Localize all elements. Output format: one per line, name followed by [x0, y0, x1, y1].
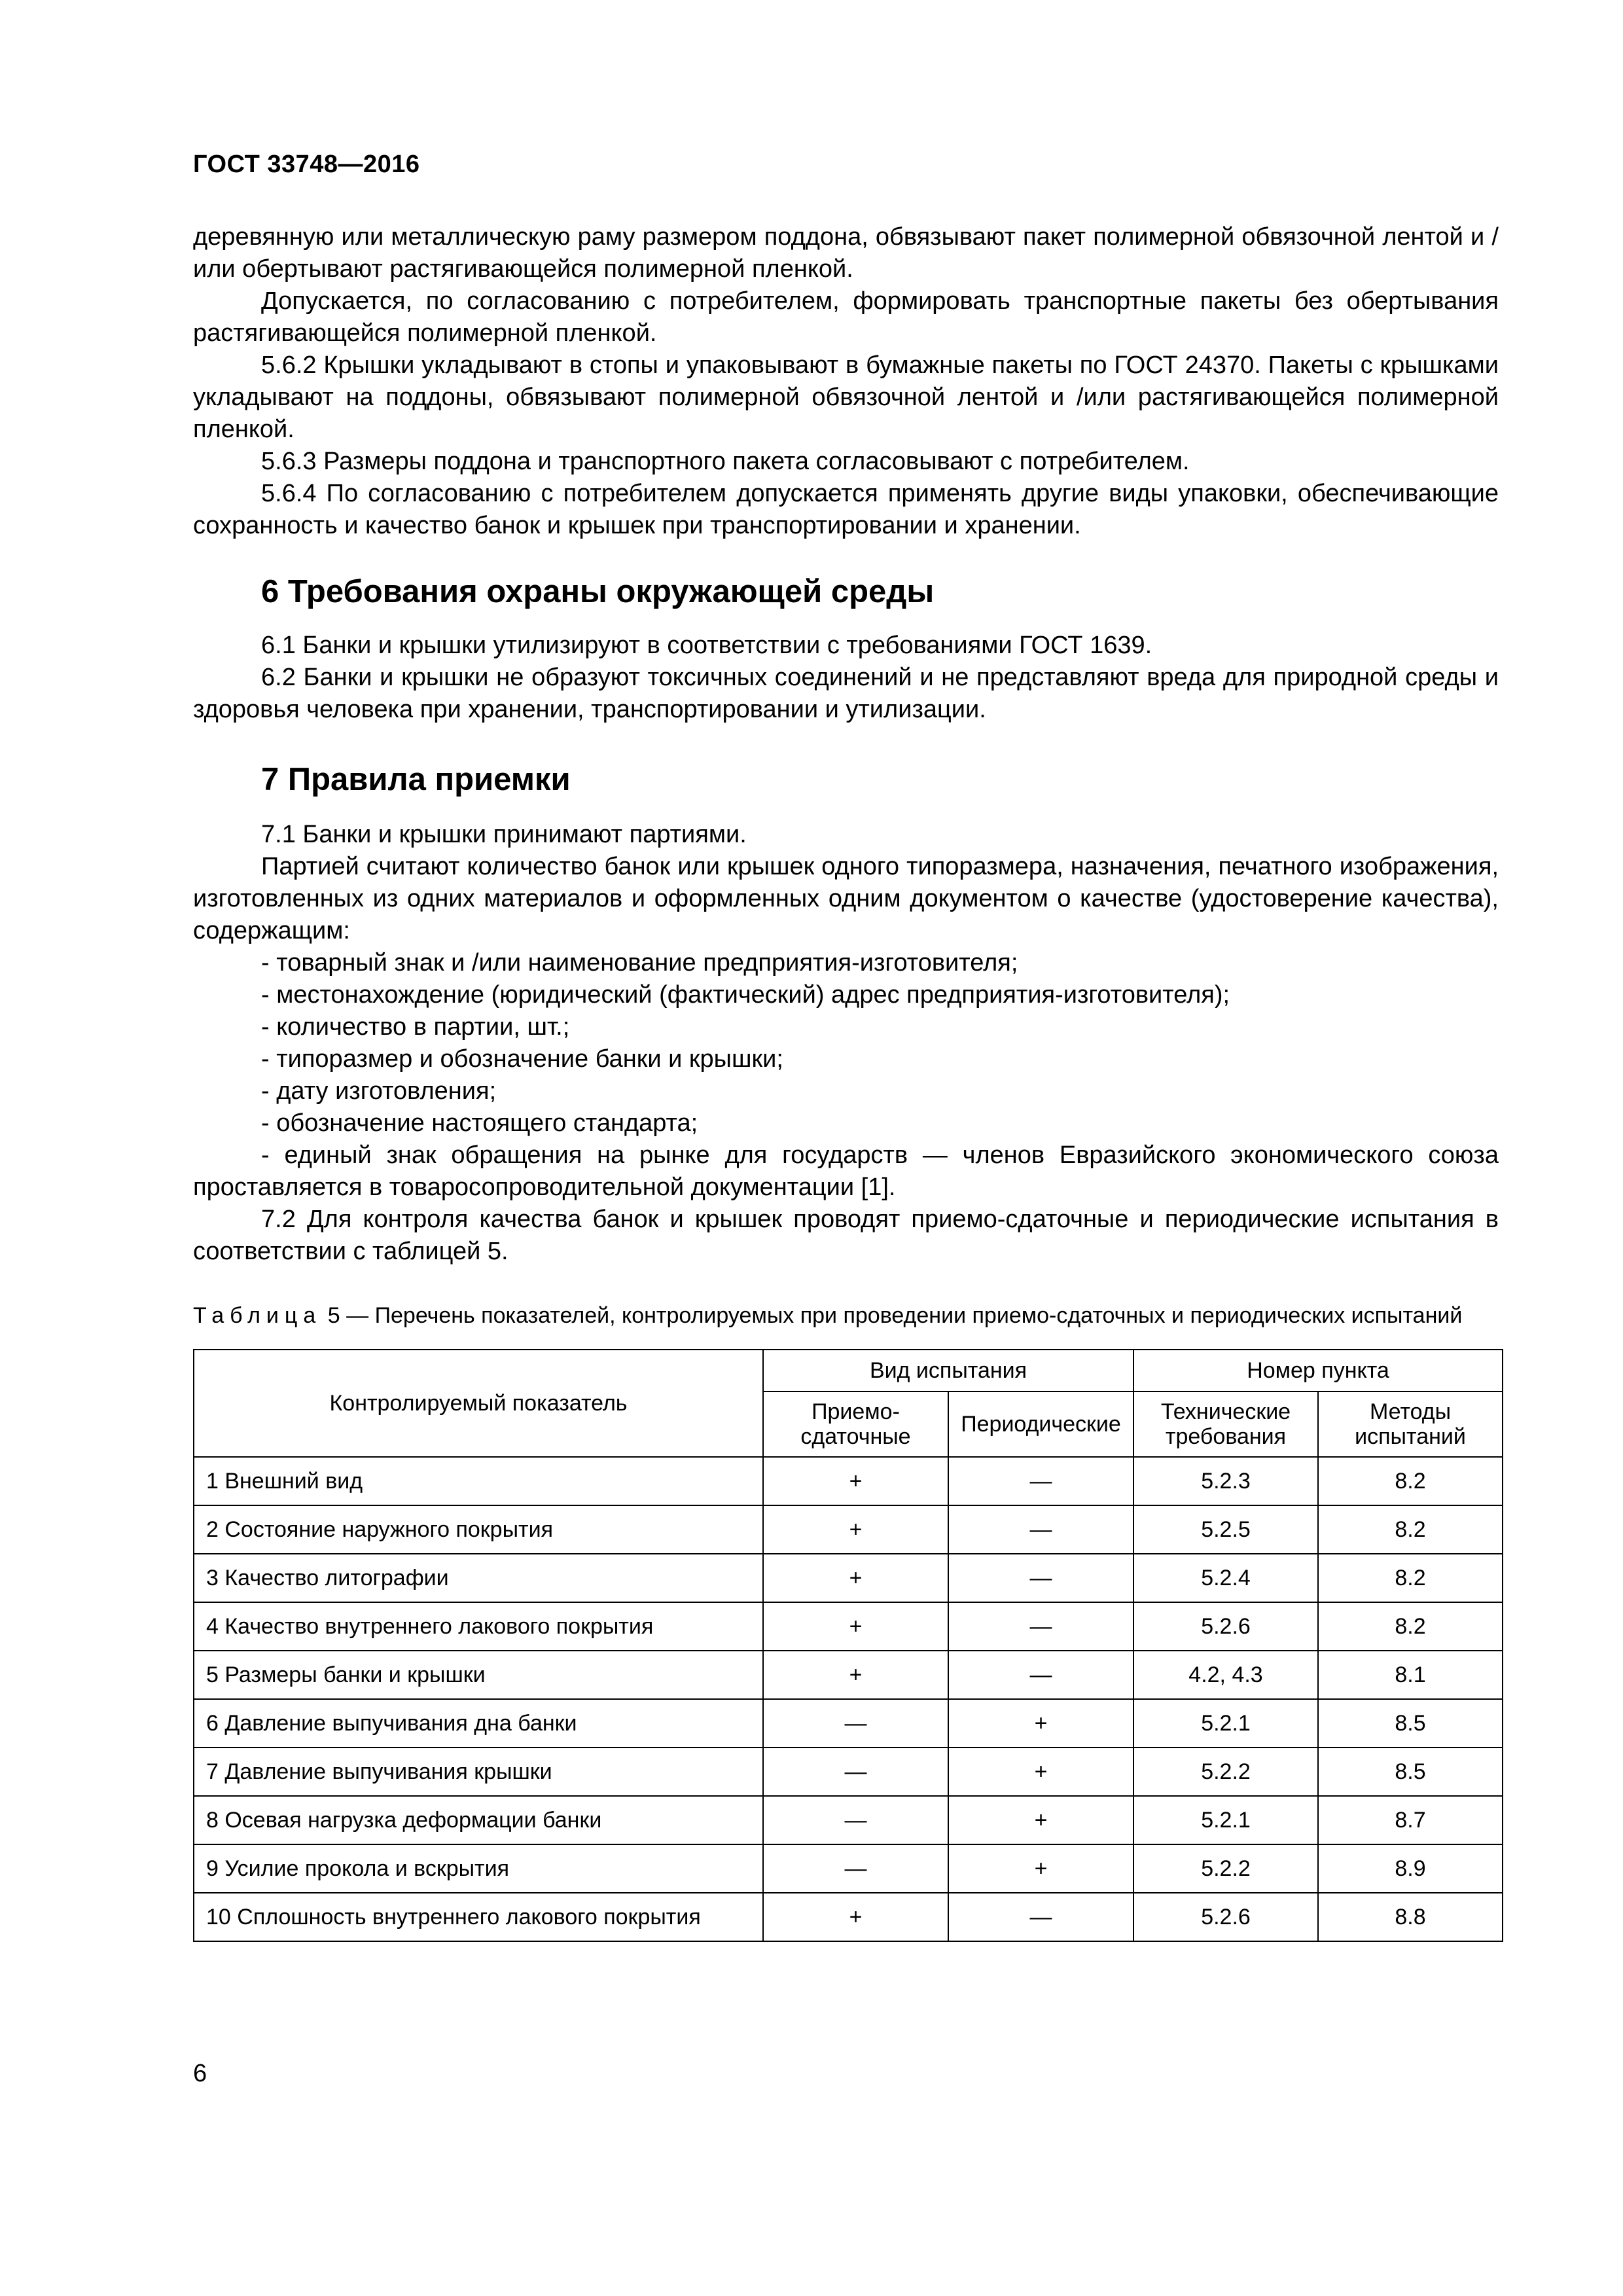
table-cell: — [763, 1748, 948, 1796]
table-cell: — [948, 1457, 1133, 1505]
table-cell: — [948, 1554, 1133, 1602]
table-cell: 9 Усилие прокола и вскрытия [194, 1844, 763, 1893]
table-cell: 8.1 [1318, 1651, 1503, 1699]
paragraph: 7.1 Банки и крышки принимают партиями. [261, 821, 747, 848]
col-header-tech-req: Технические требования [1133, 1391, 1318, 1457]
col-header-test-type: Вид испытания [763, 1350, 1133, 1391]
table-row [194, 1844, 1503, 1893]
table-cell: 8.2 [1318, 1505, 1503, 1554]
section-7-heading: 7 Правила приемки [261, 762, 571, 797]
list-item: - местонахождение (юридический (фактический) адрес предприятия-изготовителя); [261, 981, 1230, 1009]
table-cell: + [763, 1457, 948, 1505]
table-cell: 8 Осевая нагрузка деформации банки [194, 1796, 763, 1844]
indicators-table [193, 1349, 1503, 1942]
table-cell: + [948, 1699, 1133, 1748]
table-cell: 5.2.2 [1133, 1748, 1318, 1796]
table-cell: 7 Давление выпучивания крышки [194, 1748, 763, 1796]
paragraph: 6.2 Банки и крышки не образуют токсичных соединений и не представляют вреда для природной среды и здоровья человека при хранении, транспортировании и утилизации. [193, 664, 1499, 723]
table-cell: 8.8 [1318, 1893, 1503, 1941]
paragraph: - единый знак обращения на рынке для государств — членов Евразийского экономического союза проставляется в товаросопроводительной документации [1]. [193, 1141, 1499, 1201]
table-cell: — [763, 1844, 948, 1893]
table-cell: 8.2 [1318, 1457, 1503, 1505]
table-cell: 10 Сплошность внутреннего лакового покрытия [194, 1893, 763, 1941]
table-cell: 8.5 [1318, 1748, 1503, 1796]
table-caption-text: 5 — Перечень показателей, контролируемых при проведении приемо-сдаточных и периодических испытаний [327, 1303, 1463, 1328]
table-body [194, 1457, 1503, 1941]
col-header-periodic: Периодические [948, 1391, 1133, 1457]
table-cell: — [763, 1796, 948, 1844]
table-row [194, 1457, 1503, 1505]
list-item: - дату изготовления; [261, 1077, 497, 1105]
table-cell: 4.2, 4.3 [1133, 1651, 1318, 1699]
table-caption [193, 1302, 1499, 1329]
table-cell: + [763, 1505, 948, 1554]
table-row [194, 1651, 1503, 1699]
table-row [194, 1796, 1503, 1844]
table-cell: + [763, 1602, 948, 1651]
table-cell: 5.2.4 [1133, 1554, 1318, 1602]
list-item: - типоразмер и обозначение банки и крышки; [261, 1045, 783, 1073]
table-row [194, 1699, 1503, 1748]
table-cell: 5.2.1 [1133, 1796, 1318, 1844]
table-cell: 5.2.3 [1133, 1457, 1318, 1505]
table-cell: 5.2.6 [1133, 1602, 1318, 1651]
table-cell: 8.2 [1318, 1554, 1503, 1602]
list-item: - товарный знак и /или наименование предприятия-изготовителя; [261, 949, 1018, 977]
table-cell: 8.5 [1318, 1699, 1503, 1748]
table-row [194, 1602, 1503, 1651]
table-row [194, 1505, 1503, 1554]
table-cell: 8.9 [1318, 1844, 1503, 1893]
table-cell: 2 Состояние наружного покрытия [194, 1505, 763, 1554]
list-item: - обозначение настоящего стандарта; [261, 1109, 698, 1137]
table-cell: + [763, 1893, 948, 1941]
table-cell: 5.2.2 [1133, 1844, 1318, 1893]
table-cell: 8.7 [1318, 1796, 1503, 1844]
section-6-heading: 6 Требования охраны окружающей среды [261, 574, 935, 609]
table-cell: 1 Внешний вид [194, 1457, 763, 1505]
paragraph: Партией считают количество банок или крышек одного типоразмера, назначения, печатного изображения, изготовленных из одних материалов и оформленных одним документом о качестве (удостоверение качества), содержащим: [193, 853, 1499, 944]
paragraph: 5.6.2 Крышки укладывают в стопы и упаковывают в бумажные пакеты по ГОСТ 24370. Пакеты с крышками укладывают на поддоны, обвязывают полимерной обвязочной лентой и /или растягивающейся полимерной пленкой. [193, 351, 1499, 443]
paragraph: деревянную или металлическую раму размером поддона, обвязывают пакет полимерной обвязочной лентой и /или обертывают растягивающейся полимерной пленкой. [193, 223, 1499, 283]
table-cell: + [948, 1844, 1133, 1893]
paragraph: 5.6.4 По согласованию с потребителем допускается применять другие виды упаковки, обеспечивающие сохранность и качество банок и крышек при транспортировании и хранении. [193, 480, 1499, 539]
table-cell: — [948, 1893, 1133, 1941]
table-row [194, 1748, 1503, 1796]
table-cell: + [948, 1796, 1133, 1844]
table-cell: — [948, 1505, 1133, 1554]
table-row [194, 1554, 1503, 1602]
table-cell: 5 Размеры банки и крышки [194, 1651, 763, 1699]
paragraph: 6.1 Банки и крышки утилизируют в соответствии с требованиями ГОСТ 1639. [261, 632, 1152, 659]
document-body [193, 221, 1499, 1942]
list-item: - количество в партии, шт.; [261, 1013, 570, 1041]
table-cell: 5.2.1 [1133, 1699, 1318, 1748]
col-header-clause: Номер пункта [1133, 1350, 1503, 1391]
paragraph: 7.2 Для контроля качества банок и крышек проводят приемо-сдаточные и периодические испытания в соответствии с таблицей 5. [193, 1206, 1499, 1265]
table-caption-word: Таблица [193, 1303, 322, 1328]
table-cell: + [763, 1554, 948, 1602]
table-cell: 5.2.5 [1133, 1505, 1318, 1554]
col-header-indicator: Контролируемый показатель [194, 1350, 763, 1457]
table-cell: 6 Давление выпучивания дна банки [194, 1699, 763, 1748]
paragraph: Допускается, по согласованию с потребителем, формировать транспортные пакеты без обертывания растягивающейся полимерной пленкой. [193, 287, 1499, 347]
table-cell: 3 Качество литографии [194, 1554, 763, 1602]
document-header: ГОСТ 33748—2016 [193, 151, 420, 178]
table-row [194, 1893, 1503, 1941]
table-cell: — [948, 1651, 1133, 1699]
table-cell: 8.2 [1318, 1602, 1503, 1651]
table-cell: 5.2.6 [1133, 1893, 1318, 1941]
table-cell: 4 Качество внутреннего лакового покрытия [194, 1602, 763, 1651]
col-header-methods: Методы испытаний [1318, 1391, 1503, 1457]
table-cell: + [948, 1748, 1133, 1796]
col-header-acceptance: Приемо-сдаточные [763, 1391, 948, 1457]
table-cell: — [948, 1602, 1133, 1651]
table-cell: — [763, 1699, 948, 1748]
paragraph: 5.6.3 Размеры поддона и транспортного пакета согласовывают с потребителем. [261, 448, 1190, 475]
table-cell: + [763, 1651, 948, 1699]
page-number: 6 [193, 2060, 207, 2087]
